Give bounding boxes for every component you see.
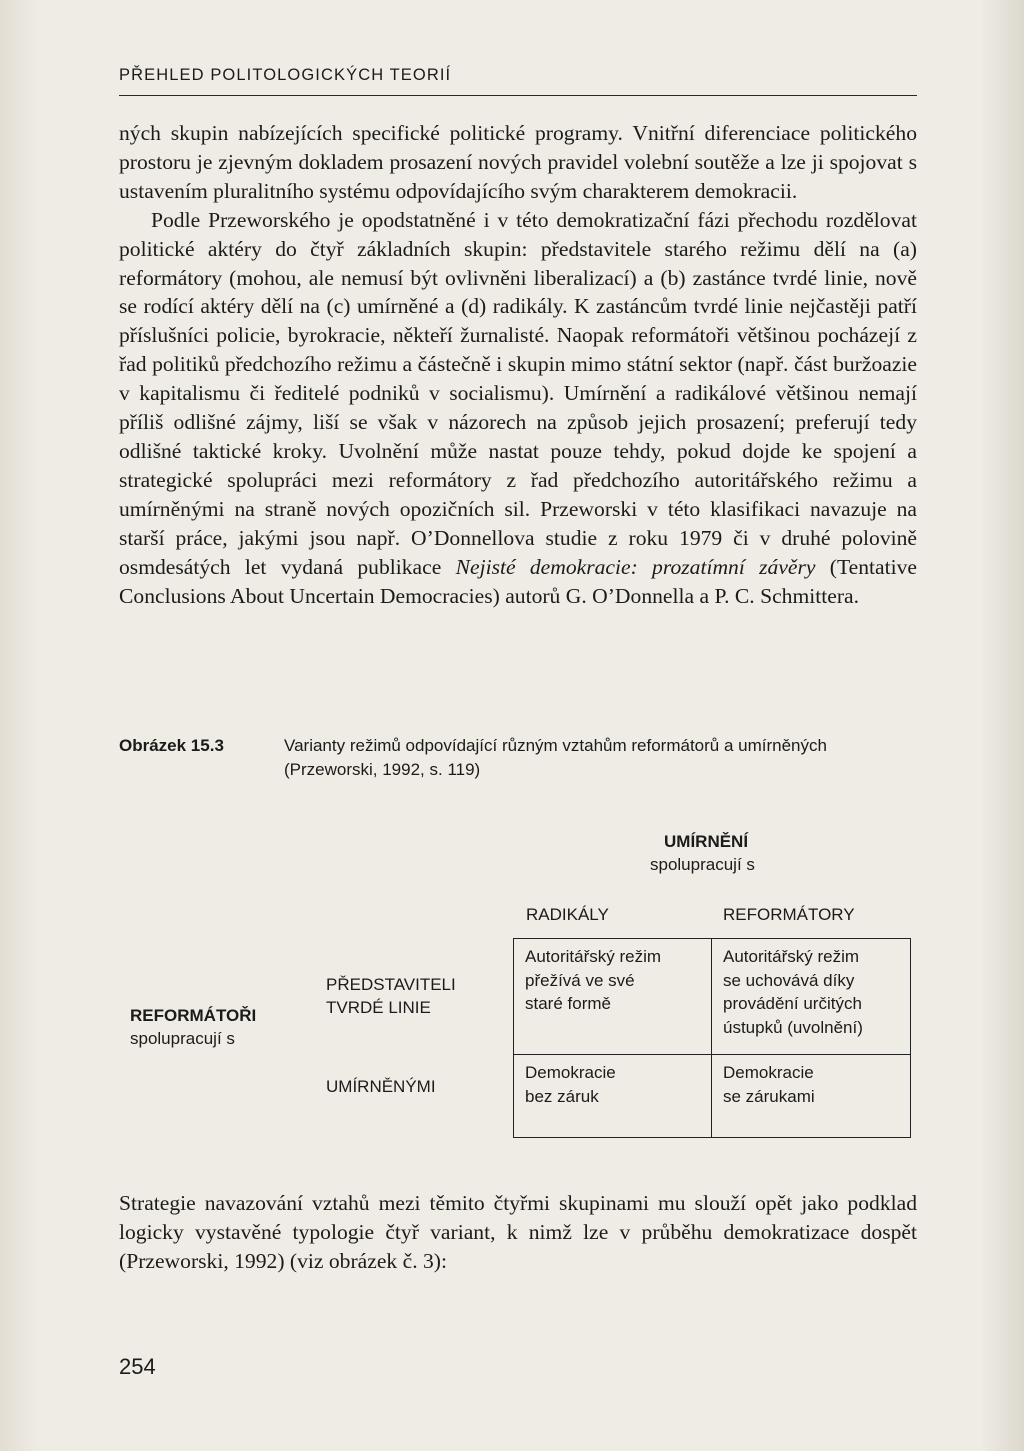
column-header-reformatory: REFORMÁTORY — [723, 905, 855, 924]
diagram-top-title: UMÍRNĚNÍ — [664, 832, 749, 851]
closing-paragraph: Strategie navazování vztahů mezi těmito čtyřmi skupinami mu slouží opět jako podklad logicky vystavěné typologie čtyř variant, k nimž lze v průběhu demokratizace dospět (Przeworski, 1992) (viz obrázek č. 3): — [119, 1191, 917, 1273]
main-text — [119, 119, 917, 610]
paragraph-2 — [119, 206, 917, 611]
running-header: PŘEHLED POLITOLOGICKÝCH TEORIÍ — [119, 66, 452, 84]
matrix-cell-hardline-reformers: Autoritářský režim se uchovává díky provádění určitých ústupků (uvolnění) — [723, 947, 863, 1037]
column-header-radikaly: RADIKÁLY — [526, 905, 609, 924]
matrix-cell-moderates-radicals: Demokracie bez záruk — [525, 1063, 616, 1106]
paragraph-1: ných skupin nabízejících specifické politické programy. Vnitřní diferenciace politického prostoru je zjevným dokladem prosazení nových pravidel volební soutěže a lze ji spojovat s ustavením pluralitního systému odpovídajícího svým charakterem demokracii. — [119, 121, 917, 203]
matrix-cell-hardline-radicals: Autoritářský režim přežívá ve své staré formě — [525, 947, 662, 1013]
figure-caption-text: Varianty režimů odpovídající různým vztahům reformátorů a umírněných (Przeworski, 1992, s. 119) — [284, 736, 827, 779]
matrix-horizontal-divider — [514, 1054, 910, 1055]
diagram-left-subtitle: spolupracují s — [130, 1029, 235, 1048]
header-rule — [119, 95, 917, 96]
book-title: Nejisté demokracie: prozatímní závěry — [455, 554, 816, 579]
paragraph-2-text: Podle Przeworského je opodstatněné i v této demokratizační fázi přechodu rozdělovat politické aktéry do čtyř základních skupin: představitele starého režimu dělí na (a) reformátory (mohou, ale nemusí být ovlivněni liberalizací) a (b) zastánce tvrdé linie, nově se rodící aktéry dělí na (c) umírněné a (d) radikály. K zastáncům tvrdé linie nejčastěji patří příslušníci policie, byrokracie, někteří žurnalisté. Naopak reformátoři většinou pocházejí z řad politiků předchozího režimu a částečně i skupin mimo státní sektor (např. část buržoazie v kapitalismu či ředitelé podniků v socialismu). Umírnění a radikálové většinou nemají příliš odlišné zájmy, liší se však v názorech na způsob jejich prosazení; preferují tedy odlišné taktické kroky. Uvolnění může nastat pouze tehdy, pokud dojde ke spojení a strategické spolupráci mezi reformátory z řad předchozího autoritářského režimu a umírněnými na straně nových opozičních sil. Przeworski v této klasifikaci navazuje na starší práce, jakými jsou např. O’Donnellova studie z roku 1979 či v druhé polovině osmdesátých let vydaná publikace — [119, 207, 917, 579]
row-header-tvrde-linie-2: TVRDÉ LINIE — [326, 998, 431, 1017]
page-number: 254 — [119, 1354, 156, 1379]
paragraph-2-end: (Tentative Conclusions About Uncertain Democracies) autorů G. O’Donnella a P. C. Schmittera. — [119, 554, 917, 608]
matrix-vertical-divider — [711, 939, 712, 1137]
typology-matrix — [513, 938, 911, 1138]
row-header-umirnenymi: UMÍRNĚNÝMI — [326, 1077, 436, 1096]
matrix-cell-moderates-reformers: Demokracie se zárukami — [723, 1063, 815, 1106]
row-header-tvrde-linie-1: PŘEDSTAVITELI — [326, 975, 456, 994]
diagram-top-subtitle: spolupracují s — [650, 855, 755, 874]
figure-label: Obrázek 15.3 — [119, 736, 224, 755]
diagram-left-title: REFORMÁTOŘI — [130, 1006, 257, 1025]
